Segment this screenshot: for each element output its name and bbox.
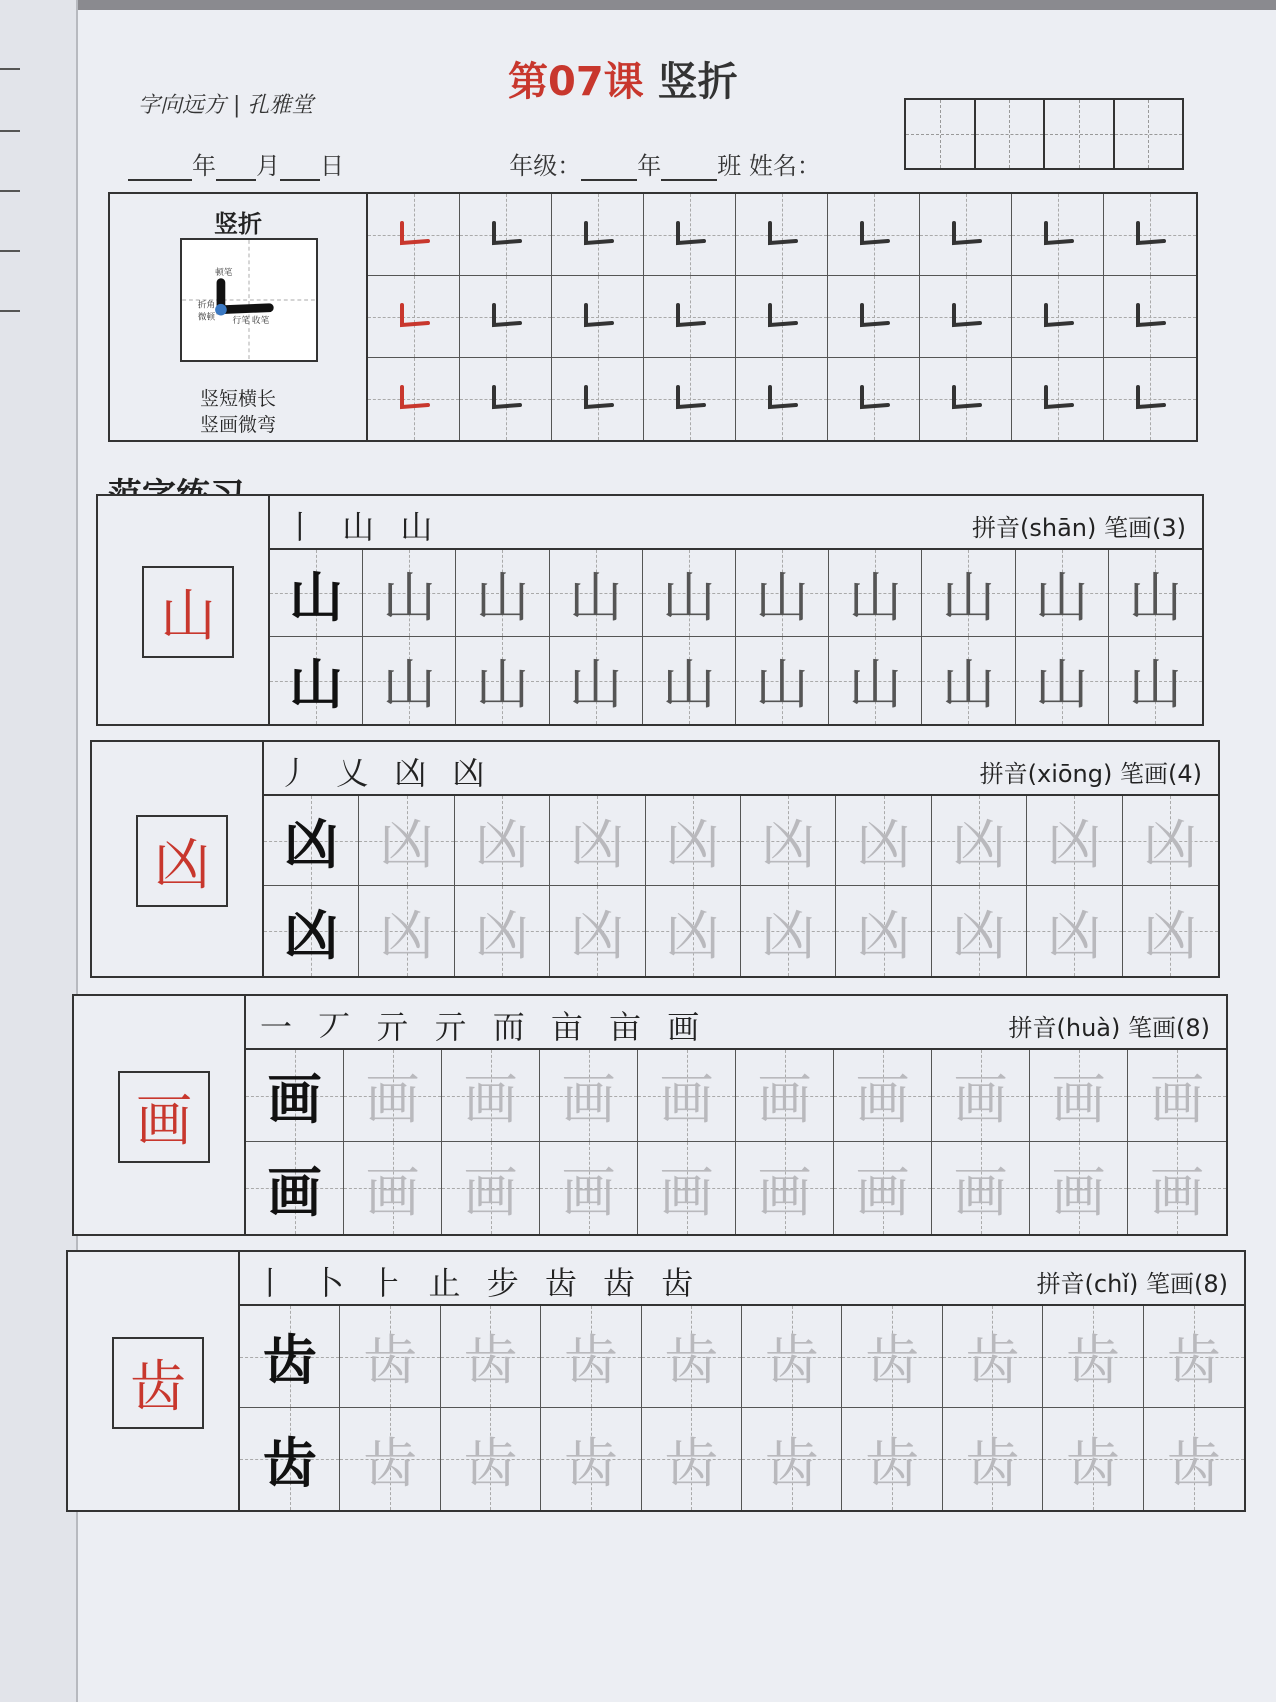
writing-grid (270, 550, 1202, 724)
name-cell[interactable] (906, 100, 976, 168)
practice-character: 凶 (474, 813, 529, 876)
practice-character: 齿 (965, 1431, 1020, 1495)
stroke-order: 丿 乂 凶 凶 (278, 754, 493, 792)
practice-character: 画 (1150, 1160, 1204, 1224)
practice-cell[interactable] (344, 1142, 442, 1234)
practice-character: 山 (568, 565, 623, 629)
stroke-tip-2: 竖画微弯 (199, 414, 276, 436)
practice-character: 凶 (761, 813, 816, 876)
practice-character: 凶 (379, 813, 434, 876)
stroke-order: 一 丆 亓 亓 而 亩 亩 画 (260, 1008, 708, 1046)
stroke-intro (110, 194, 368, 440)
practice-cell[interactable] (270, 637, 363, 724)
practice-cell[interactable] (1109, 550, 1202, 637)
vertical-turn-stroke-icon (854, 301, 894, 333)
stroke-writing-grid (368, 194, 1196, 440)
practice-cell[interactable] (943, 1306, 1043, 1408)
practice-cell[interactable] (1016, 637, 1109, 724)
practice-cell[interactable] (240, 1306, 340, 1408)
practice-character: 山 (1034, 653, 1089, 716)
practice-cell[interactable] (836, 796, 931, 886)
character-block (72, 994, 1228, 1236)
stroke-practice-cell[interactable] (920, 276, 1012, 358)
practice-character: 画 (267, 1067, 322, 1131)
vertical-turn-stroke-icon (854, 219, 894, 251)
practice-cell[interactable] (270, 550, 363, 637)
practice-cell[interactable] (441, 1306, 541, 1408)
practice-character: 画 (855, 1068, 910, 1131)
page-title (508, 50, 738, 107)
practice-cell[interactable] (643, 637, 736, 724)
practice-cell[interactable] (922, 550, 1015, 637)
practice-cell[interactable] (1030, 1050, 1128, 1142)
practice-cell[interactable] (246, 1050, 344, 1142)
page-rule (0, 190, 20, 192)
stroke-practice-cell[interactable] (1104, 276, 1196, 358)
practice-character: 齿 (563, 1329, 618, 1392)
practice-cell[interactable] (540, 1142, 638, 1234)
practice-character: 画 (463, 1160, 518, 1224)
demo-label: 顿笔 (215, 267, 233, 278)
stroke-practice-cell[interactable] (644, 276, 736, 358)
practice-character: 山 (941, 653, 996, 716)
stroke-practice-cell[interactable] (1012, 358, 1104, 440)
practice-character: 画 (1051, 1160, 1106, 1224)
name-label: 姓名： (748, 152, 821, 180)
class-blank[interactable] (661, 161, 717, 181)
vertical-turn-stroke-icon (394, 301, 434, 333)
practice-cell[interactable] (344, 1050, 442, 1142)
practice-character: 齿 (363, 1329, 418, 1392)
practice-character: 凶 (1143, 903, 1198, 967)
grade-year-label: 年 (637, 152, 662, 180)
character-block (66, 1250, 1246, 1512)
practice-character: 凶 (856, 903, 911, 967)
writing-grid (240, 1306, 1244, 1510)
practice-cell[interactable] (1144, 1306, 1244, 1408)
practice-cell[interactable] (550, 550, 643, 637)
stroke-practice-cell[interactable] (644, 358, 736, 440)
stroke-practice-cell[interactable] (460, 276, 552, 358)
practice-character: 齿 (1166, 1431, 1221, 1495)
practice-character: 齿 (764, 1431, 819, 1495)
practice-character: 齿 (764, 1329, 819, 1392)
page-rule (0, 130, 20, 132)
stroke-practice-cell[interactable] (1012, 276, 1104, 358)
practice-cell[interactable] (932, 1050, 1030, 1142)
practice-cell[interactable] (834, 1142, 932, 1234)
practice-character: 山 (1128, 653, 1183, 716)
page-rule (0, 68, 20, 70)
name-cell[interactable] (1115, 100, 1183, 168)
stroke-practice-cell[interactable] (736, 276, 828, 358)
demo-label: 微顿 (197, 312, 216, 323)
practice-character: 画 (953, 1160, 1008, 1224)
stroke-practice-table (108, 192, 1198, 442)
pinyin-stroke-count: 拼音(huà) 笔画(8) (1008, 1014, 1210, 1042)
model-character: 凶 (136, 815, 228, 907)
practice-cell[interactable] (932, 1142, 1030, 1234)
practice-character: 齿 (664, 1431, 719, 1495)
vertical-turn-stroke-icon (1038, 301, 1078, 333)
character-header (246, 996, 1226, 1050)
stroke-practice-cell[interactable] (1104, 358, 1196, 440)
practice-character: 齿 (1166, 1329, 1221, 1392)
practice-cell[interactable] (834, 1050, 932, 1142)
vertical-turn-stroke-icon (762, 383, 802, 415)
name-writing-grid[interactable] (904, 98, 1184, 170)
practice-character: 山 (475, 653, 530, 716)
name-cell[interactable] (1045, 100, 1115, 168)
stroke-practice-cell[interactable] (460, 194, 552, 276)
practice-character: 齿 (563, 1431, 618, 1495)
practice-cell[interactable] (1123, 796, 1218, 886)
practice-character: 凶 (284, 812, 339, 876)
model-character: 画 (118, 1071, 210, 1163)
name-cell[interactable] (976, 100, 1046, 168)
month-label: 月 (256, 152, 280, 180)
practice-cell[interactable] (1016, 550, 1109, 637)
practice-character: 画 (1051, 1068, 1106, 1131)
vertical-turn-stroke-icon (670, 301, 710, 333)
month-blank[interactable] (216, 161, 256, 181)
practice-character: 凶 (284, 902, 339, 967)
practice-cell[interactable] (638, 1142, 736, 1234)
practice-cell[interactable] (442, 1142, 540, 1234)
practice-cell[interactable] (1030, 1142, 1128, 1234)
pinyin-stroke-count: 拼音(chǐ) 笔画(8) (1036, 1270, 1228, 1298)
character-block (90, 740, 1220, 978)
stroke-practice-cell[interactable] (828, 194, 920, 276)
writing-grid (246, 1050, 1226, 1234)
practice-cell[interactable] (246, 1142, 344, 1234)
page-rule (0, 250, 20, 252)
practice-cell[interactable] (264, 796, 359, 886)
practice-area (240, 1252, 1244, 1510)
stroke-practice-cell[interactable] (460, 358, 552, 440)
practice-character: 山 (382, 653, 437, 716)
year-blank[interactable] (128, 161, 192, 181)
practice-cell[interactable] (643, 550, 736, 637)
vertical-turn-stroke-icon (394, 219, 434, 251)
practice-cell[interactable] (550, 796, 645, 886)
practice-cell[interactable] (736, 550, 829, 637)
practice-cell[interactable] (646, 796, 741, 886)
stroke-practice-cell[interactable] (368, 276, 460, 358)
stroke-demo-box (180, 238, 318, 362)
practice-cell[interactable] (1123, 886, 1218, 976)
practice-character: 齿 (262, 1430, 317, 1495)
vertical-turn-stroke-icon (670, 383, 710, 415)
practice-character: 凶 (856, 813, 911, 876)
vertical-turn-stroke-icon (1130, 219, 1170, 251)
practice-cell[interactable] (646, 886, 741, 976)
practice-character: 画 (463, 1068, 518, 1131)
character-header (240, 1252, 1244, 1306)
stroke-practice-cell[interactable] (368, 358, 460, 440)
vertical-turn-stroke-icon (394, 383, 434, 415)
lesson-title: 竖折 (657, 59, 738, 105)
practice-character: 山 (289, 652, 344, 716)
stroke-practice-cell[interactable] (552, 358, 644, 440)
stroke-practice-cell[interactable] (736, 358, 828, 440)
practice-cell[interactable] (943, 1408, 1043, 1510)
practice-character: 山 (755, 653, 810, 716)
practice-area (264, 742, 1218, 976)
practice-character: 齿 (865, 1329, 920, 1392)
practice-character: 凶 (665, 813, 720, 876)
practice-cell[interactable] (359, 886, 454, 976)
practice-area (246, 996, 1226, 1234)
practice-character: 画 (855, 1160, 910, 1224)
practice-character: 山 (289, 564, 344, 629)
practice-cell[interactable] (456, 550, 549, 637)
practice-character: 齿 (865, 1431, 920, 1495)
brand-logo: 字向远方 | 孔雅堂 (138, 93, 314, 118)
vertical-turn-stroke-icon (578, 219, 618, 251)
practice-character: 画 (953, 1068, 1008, 1131)
practice-cell[interactable] (550, 886, 645, 976)
model-character: 齿 (112, 1337, 204, 1429)
vertical-turn-stroke-icon (486, 383, 526, 415)
practice-character: 画 (757, 1068, 812, 1131)
practice-character: 齿 (1065, 1329, 1120, 1392)
writing-grid (264, 796, 1218, 976)
practice-character: 画 (365, 1068, 420, 1131)
practice-cell[interactable] (455, 796, 550, 886)
practice-character: 山 (755, 565, 810, 629)
stroke-practice-cell[interactable] (828, 276, 920, 358)
practice-character: 画 (561, 1068, 616, 1131)
vertical-turn-stroke-icon (578, 301, 618, 333)
grade-blank[interactable] (581, 161, 637, 181)
practice-cell[interactable] (736, 1142, 834, 1234)
vertical-turn-stroke-icon (946, 383, 986, 415)
stroke-practice-cell[interactable] (920, 194, 1012, 276)
practice-character: 山 (661, 653, 716, 716)
vertical-turn-stroke-icon (1038, 383, 1078, 415)
practice-cell[interactable] (836, 886, 931, 976)
practice-character: 画 (1150, 1068, 1204, 1131)
practice-cell[interactable] (359, 796, 454, 886)
practice-character: 齿 (1065, 1431, 1120, 1495)
practice-character: 凶 (951, 813, 1006, 876)
stroke-practice-cell[interactable] (552, 194, 644, 276)
practice-cell[interactable] (1128, 1050, 1226, 1142)
practice-cell[interactable] (340, 1408, 440, 1510)
year-label: 年 (192, 152, 216, 180)
practice-character: 山 (568, 653, 623, 716)
practice-character: 凶 (951, 903, 1006, 967)
practice-character: 凶 (1143, 813, 1198, 876)
practice-cell[interactable] (922, 637, 1015, 724)
grade-label: 年级： (509, 152, 582, 180)
stroke-practice-cell[interactable] (828, 358, 920, 440)
practice-character: 山 (382, 565, 437, 629)
character-header (264, 742, 1218, 796)
practice-character: 山 (1128, 565, 1183, 629)
practice-character: 画 (659, 1068, 714, 1131)
practice-cell[interactable] (363, 637, 456, 724)
pinyin-stroke-count: 拼音(shān) 笔画(3) (972, 514, 1186, 542)
practice-character: 凶 (474, 903, 529, 967)
vertical-turn-stroke-icon (670, 219, 710, 251)
demo-label: 收笔 (251, 316, 270, 327)
stroke-order: 丨 卜 ⺊ 止 步 齿 齿 齿 (254, 1264, 702, 1302)
pinyin-stroke-count: 拼音(xiōng) 笔画(4) (979, 760, 1202, 788)
practice-cell[interactable] (741, 886, 836, 976)
practice-character: 画 (757, 1160, 812, 1224)
character-header (270, 496, 1202, 550)
stroke-name: 竖折 (214, 210, 262, 238)
practice-cell[interactable] (540, 1050, 638, 1142)
practice-character: 山 (941, 565, 996, 629)
practice-cell[interactable] (742, 1306, 842, 1408)
stroke-practice-cell[interactable] (920, 358, 1012, 440)
practice-character: 齿 (463, 1431, 518, 1495)
practice-character: 凶 (761, 903, 816, 967)
practice-character: 凶 (1047, 903, 1102, 967)
practice-character: 山 (848, 565, 903, 629)
stroke-practice-cell[interactable] (736, 194, 828, 276)
vertical-turn-stroke-icon (1038, 219, 1078, 251)
date-grade-row (128, 146, 821, 181)
practice-character: 山 (661, 565, 716, 629)
practice-cell[interactable] (932, 796, 1027, 886)
vertical-turn-stroke-icon (946, 219, 986, 251)
vertical-turn-stroke-icon (578, 383, 618, 415)
practice-cell[interactable] (456, 637, 549, 724)
practice-character: 齿 (664, 1329, 719, 1392)
practice-area (270, 496, 1202, 724)
vertical-turn-stroke-icon (486, 301, 526, 333)
practice-character: 凶 (379, 903, 434, 967)
practice-cell[interactable] (742, 1408, 842, 1510)
practice-character: 齿 (363, 1431, 418, 1495)
practice-character: 凶 (570, 903, 625, 967)
practice-character: 齿 (463, 1329, 518, 1392)
practice-character: 山 (475, 565, 530, 629)
practice-cell[interactable] (550, 637, 643, 724)
practice-cell[interactable] (842, 1408, 942, 1510)
model-character: 山 (142, 566, 234, 658)
practice-cell[interactable] (1144, 1408, 1244, 1510)
practice-cell[interactable] (642, 1306, 742, 1408)
worksheet-page (78, 10, 1276, 1702)
class-label: 班 (717, 152, 742, 180)
practice-character: 凶 (665, 903, 720, 967)
practice-cell[interactable] (638, 1050, 736, 1142)
practice-cell[interactable] (1027, 796, 1122, 886)
day-blank[interactable] (280, 161, 320, 181)
stroke-practice-cell[interactable] (552, 276, 644, 358)
page-rule (0, 310, 20, 312)
practice-cell[interactable] (264, 886, 359, 976)
vertical-turn-stroke-icon (762, 301, 802, 333)
practice-cell[interactable] (1027, 886, 1122, 976)
practice-cell[interactable] (541, 1306, 641, 1408)
practice-character: 山 (1034, 565, 1089, 629)
practice-cell[interactable] (240, 1408, 340, 1510)
vertical-turn-stroke-icon (854, 383, 894, 415)
practice-character: 齿 (965, 1329, 1020, 1392)
stroke-practice-cell[interactable] (644, 194, 736, 276)
stroke-practice-cell[interactable] (368, 194, 460, 276)
stroke-tip-1: 竖短横长 (199, 388, 276, 410)
practice-character: 画 (659, 1160, 714, 1224)
vertical-turn-stroke-icon (1130, 383, 1170, 415)
practice-cell[interactable] (1043, 1306, 1143, 1408)
practice-character: 画 (365, 1160, 420, 1224)
practice-cell[interactable] (736, 1050, 834, 1142)
demo-label: 行笔 (232, 316, 250, 327)
practice-cell[interactable] (829, 550, 922, 637)
practice-cell[interactable] (541, 1408, 641, 1510)
character-block (96, 494, 1204, 726)
lesson-number: 第07课 (508, 59, 644, 105)
practice-cell[interactable] (741, 796, 836, 886)
vertical-turn-stroke-icon (946, 301, 986, 333)
practice-cell[interactable] (736, 637, 829, 724)
practice-cell[interactable] (340, 1306, 440, 1408)
day-label: 日 (320, 152, 344, 180)
model-character-panel (68, 1252, 240, 1510)
practice-character: 山 (848, 653, 903, 716)
practice-cell[interactable] (1109, 637, 1202, 724)
practice-character: 齿 (262, 1328, 317, 1392)
stroke-practice-cell[interactable] (1012, 194, 1104, 276)
practice-cell[interactable] (829, 637, 922, 724)
vertical-turn-stroke-icon (1130, 301, 1170, 333)
stroke-practice-cell[interactable] (1104, 194, 1196, 276)
stroke-order: 丨 山 山 (284, 508, 441, 546)
practice-cell[interactable] (1043, 1408, 1143, 1510)
practice-cell[interactable] (363, 550, 456, 637)
practice-cell[interactable] (642, 1408, 742, 1510)
practice-cell[interactable] (442, 1050, 540, 1142)
vertical-turn-stroke-icon (486, 219, 526, 251)
model-character-panel (92, 742, 264, 976)
practice-character: 画 (561, 1160, 616, 1224)
practice-cell[interactable] (1128, 1142, 1226, 1234)
model-character-panel (98, 496, 270, 724)
practice-cell[interactable] (441, 1408, 541, 1510)
stroke-demo-diagram (182, 240, 316, 360)
practice-character: 凶 (570, 813, 625, 876)
model-character-panel (74, 996, 246, 1234)
practice-cell[interactable] (932, 886, 1027, 976)
vertical-turn-stroke-icon (762, 219, 802, 251)
practice-cell[interactable] (455, 886, 550, 976)
demo-label: 折角 (197, 300, 216, 311)
practice-cell[interactable] (842, 1306, 942, 1408)
practice-character: 凶 (1047, 813, 1102, 876)
practice-character: 画 (267, 1159, 322, 1224)
